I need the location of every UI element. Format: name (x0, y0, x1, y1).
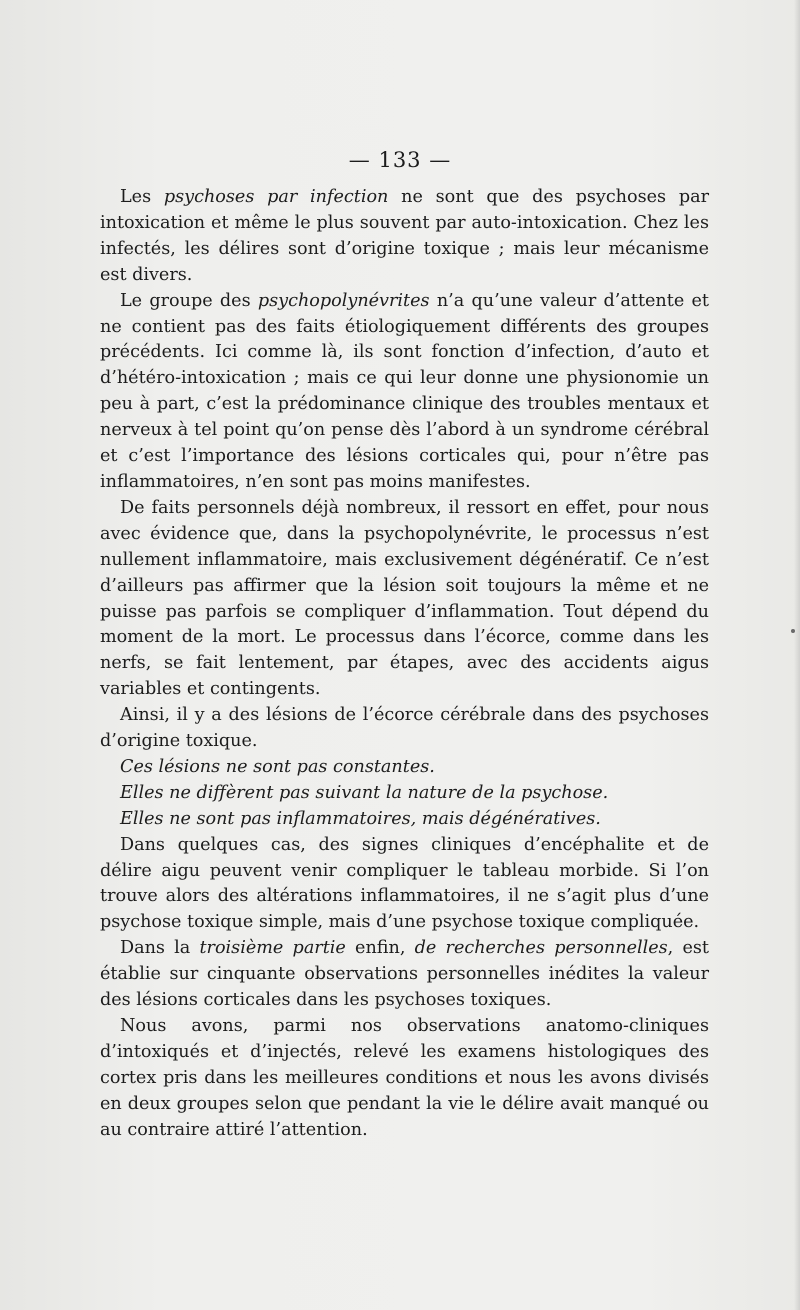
italic-text: Elles ne sont pas inflammatoires, mais dégénératives. (120, 808, 601, 829)
body-text (100, 185, 709, 1144)
paragraph (100, 289, 709, 496)
text-run: ne sont que des psychoses par intoxication et même le plus souvent par auto-intoxication. Chez les infectés, les délires sont d’origine toxique ; mais leur mécanisme est divers. (100, 187, 709, 285)
text-run: , est établie sur cinquante observations personnelles inédites la valeur des lésions corticales dans les psychoses toxiques. (100, 938, 709, 1011)
italic-text: Elles ne diffèrent pas suivant la nature de la psychose. (120, 782, 609, 803)
italic-text: de recherches personnelles (414, 938, 668, 959)
italic-text: psychoses par infection (163, 187, 389, 207)
paragraph (100, 936, 709, 1014)
margin-mark (791, 629, 795, 633)
italic-text: troisième partie (199, 938, 346, 959)
paragraph (100, 755, 709, 781)
paragraph (100, 781, 709, 807)
paragraph (100, 496, 709, 703)
italic-text: Ces lésions ne sont pas constantes. (120, 756, 435, 777)
text-run: enfin, (345, 938, 415, 959)
text-run: n’a qu’une valeur d’attente et ne contient pas des faits étiologiquement différents des groupes précédents. Ici comme là, ils sont fonction d’infection, d’auto et d’hétéro-intoxication ; mais ce qui leur donne une physionomie un peu à part, c’est la prédominance clinique des troubles mentaux et nerveux à tel point qu’on pense dès l’abord à un syndrome cérébral et c’est l’importance des lésions corticales qui, pour n’être pas inflammatoires, n’en sont pas moins manifestes. (100, 290, 709, 492)
text-run: Les (120, 187, 164, 207)
text-run: Ainsi, il y a des lésions de l’écorce cérébrale dans des psychoses d’origine toxique. (100, 705, 709, 752)
paragraph (100, 807, 709, 833)
paragraph (100, 185, 709, 289)
page-number: — 133 — (348, 148, 452, 172)
text-run: De faits personnels déjà nombreux, il ressort en effet, pour nous avec évidence que, dans la psychopolynévrite, le processus n’est nullement inflammatoire, mais exclusivement dégénératif. Ce n’est d’ailleurs pas affirmer que la lésion soit toujours la même et ne puisse pas parfois se compliquer d’inflammation. Tout dépend du moment de la mort. Le processus dans l’écorce, comme dans les nerfs, se fait lentement, par étapes, avec des accidents aigus variables et contingents. (100, 497, 709, 700)
paragraph (100, 833, 709, 937)
text-run: Le groupe des (120, 290, 258, 311)
italic-text: psychopolynévrites (257, 290, 430, 311)
page-edge-shadow (794, 0, 800, 1310)
text-run: Nous avons, parmi nos observations anatomo-cliniques d’intoxiqués et d’injectés, relevé les examens histologiques des cortex pris dans les meilleures conditions et nous les avons divisés en deux groupes selon que pendant la vie le délire avait manqué ou au contraire attiré l’attention. (100, 1016, 709, 1140)
paragraph (100, 1014, 709, 1144)
text-run: Dans la (120, 938, 200, 959)
text-run: Dans quelques cas, des signes cliniques d’encéphalite et de délire aigu peuvent venir compliquer le tableau morbide. Si l’on trouve alors des altérations inflammatoires, il ne s’agit plus d’une psychose toxique simple, mais d’une psychose toxique compliquée. (100, 834, 709, 933)
paragraph (100, 703, 709, 755)
